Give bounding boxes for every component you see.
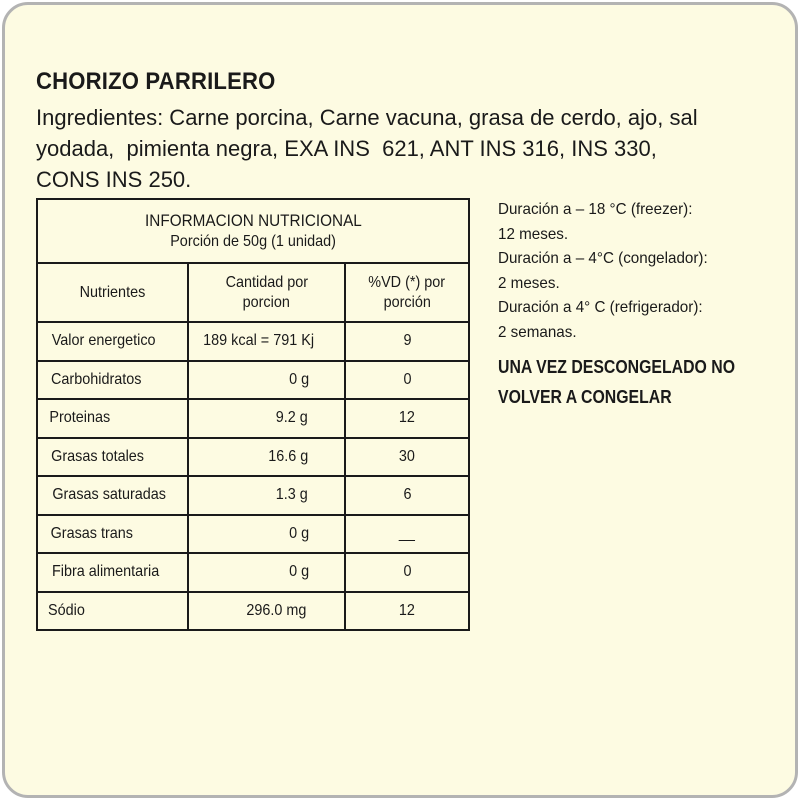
table-row <box>37 476 469 515</box>
storage-line: 2 semanas. <box>498 323 577 341</box>
table-row <box>37 399 469 438</box>
table-row <box>37 553 469 592</box>
table-row <box>37 322 469 361</box>
nutrient-name: Grasas totales <box>51 447 144 465</box>
nutrition-table-title: INFORMACION NUTRICIONAL <box>144 210 362 230</box>
col-header-vd: %VD (*) por porción <box>345 263 469 322</box>
nutrient-qty: 0 g <box>288 524 309 542</box>
warning-line: VOLVER A CONGELAR <box>498 386 672 407</box>
nutrient-vd: 0 <box>402 563 412 581</box>
nutrient-vd: 30 <box>398 447 416 465</box>
nutrient-name: Fibra alimentaria <box>51 563 160 581</box>
ingredients-line: Ingredientes: Carne porcina, Carne vacuna, grasa de cerdo, ajo, sal <box>36 105 698 130</box>
nutrient-qty: 9.2 g <box>276 409 309 427</box>
nutrition-table <box>36 198 470 631</box>
nutrient-qty: 0 g <box>288 370 309 388</box>
nutrient-name: Carbohidratos <box>51 370 142 388</box>
nutrient-vd: __ <box>398 524 416 542</box>
nutrient-qty: 1.3 g <box>276 486 309 504</box>
storage-line: Duración a – 18 °C (freezer): <box>498 201 693 218</box>
table-row <box>37 515 469 554</box>
column-headers <box>37 263 469 322</box>
nutrition-table-header <box>37 199 469 263</box>
freeze-warning <box>498 352 788 412</box>
nutrient-name: Grasas trans <box>50 524 134 542</box>
storage-info <box>498 198 788 412</box>
nutrient-vd: 6 <box>402 486 412 504</box>
col-header-cantidad: Cantidad por porcion <box>188 263 345 322</box>
warning-line: UNA VEZ DESCONGELADO NO <box>498 356 736 377</box>
nutrient-qty: 0 g <box>288 563 309 581</box>
nutrient-name: Proteinas <box>49 409 111 427</box>
nutrient-vd: 9 <box>402 332 412 350</box>
table-row <box>37 592 469 631</box>
nutrient-name: Grasas saturadas <box>52 486 166 504</box>
nutrient-vd: 12 <box>398 601 416 619</box>
storage-line: Duración a 4° C (refrigerador): <box>498 299 703 317</box>
storage-line: Duración a – 4°C (congelador): <box>498 250 708 268</box>
nutrient-name: Valor energetico <box>51 332 156 350</box>
table-row <box>37 361 469 400</box>
ingredients-line: CONS INS 250. <box>36 167 192 192</box>
product-title: CHORIZO PARRILERO <box>36 68 276 95</box>
nutrient-vd: 12 <box>398 409 416 427</box>
nutrient-name: Sódio <box>48 601 85 619</box>
table-row <box>37 438 469 477</box>
col-header-nutrientes: Nutrientes <box>37 263 188 322</box>
storage-line: 2 meses. <box>498 274 560 292</box>
nutrient-vd: 0 <box>402 370 412 388</box>
ingredients-line: yodada, pimienta negra, EXA INS 621, ANT INS 316, INS 330, <box>36 136 657 161</box>
ingredients-text <box>36 102 756 195</box>
portion-size: Porción de 50g (1 unidad) <box>170 232 336 250</box>
nutrient-qty: 16.6 g <box>267 447 308 465</box>
nutrient-qty: 296.0 mg <box>246 601 307 619</box>
storage-line: 12 meses. <box>498 225 569 243</box>
nutrient-qty: 189 kcal = 791 Kj <box>203 332 315 350</box>
